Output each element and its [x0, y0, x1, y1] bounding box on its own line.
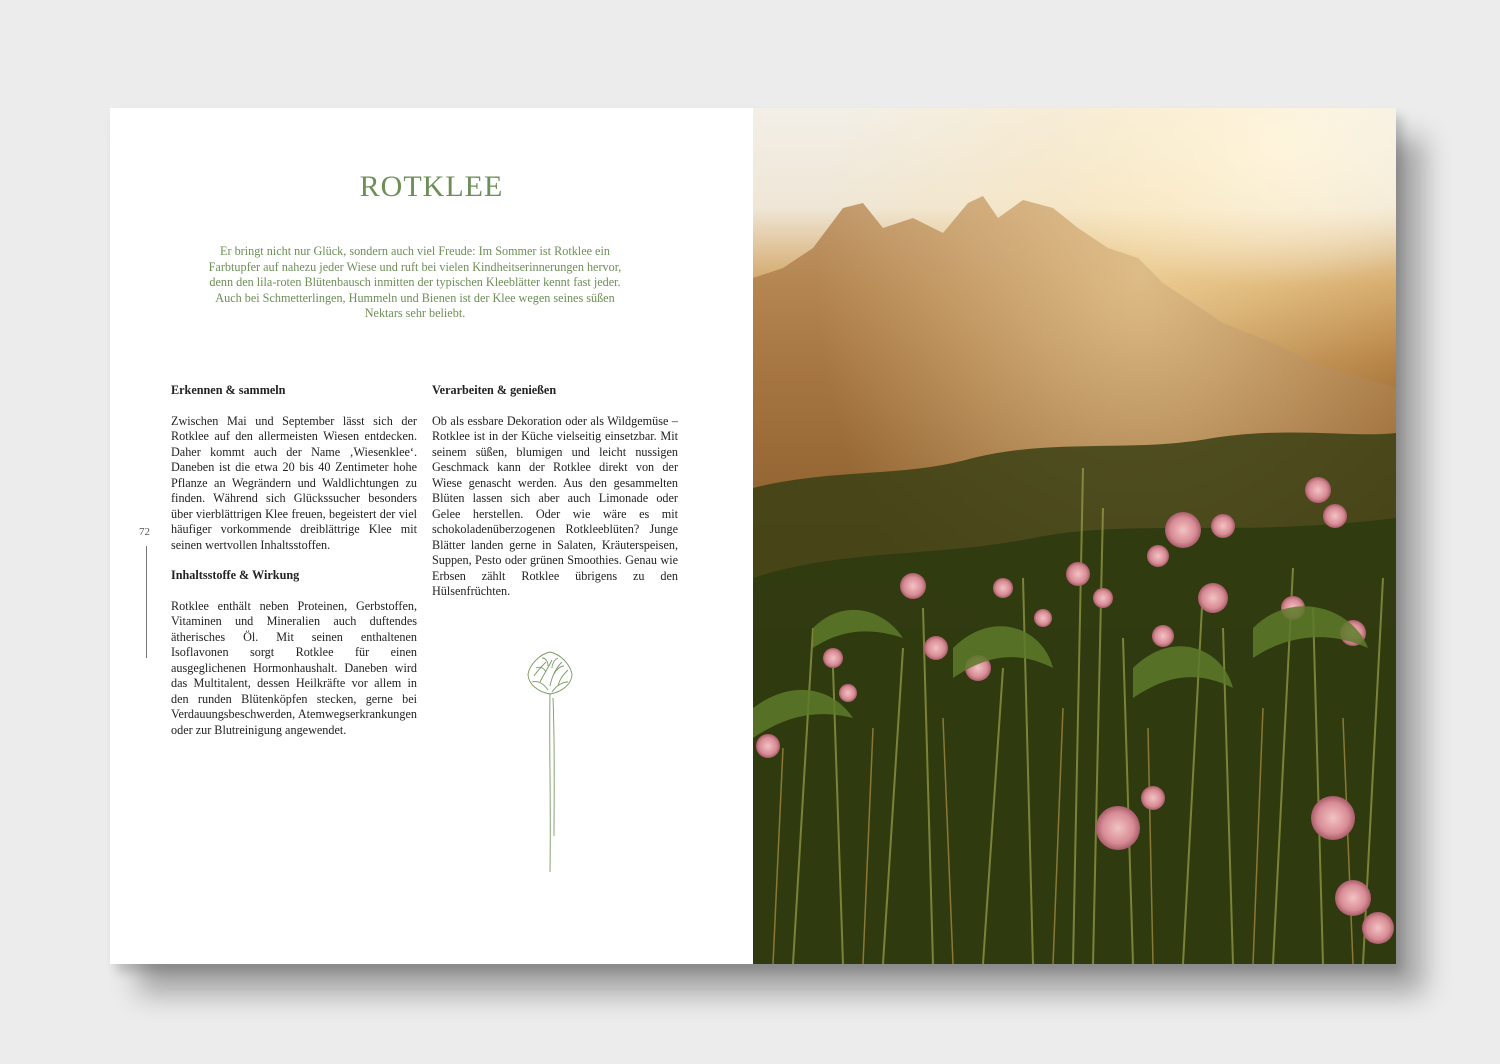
left-text-column	[171, 383, 417, 753]
page-number-rule	[146, 546, 147, 658]
section-heading-recognize: Erkennen & sammeln	[171, 383, 286, 397]
book-spread	[110, 108, 1396, 964]
section-heading-ingredients: Inhaltsstoffe & Wirkung	[171, 568, 300, 582]
right-text-column	[432, 383, 678, 615]
section-text-ingredients: Rotklee enthält neben Proteinen, Gerbstoffen, Vitaminen und Mineralien auch duftendes ätherisches Öl. Mit seinen enthaltenen Isoflavonen sorgt Rotklee für einen ausgeglichenen Hormonhaushalt. Daneben wird das Multitalent, dessen Heilkräfte vor allem in den runden Blütenköpfen stecken, gerne bei Verdauungsbeschwerden, Atemwegserkrankungen oder zur Blutreinigung angewendet.	[171, 598, 417, 737]
clover-illustration-icon	[520, 646, 580, 878]
page-number: 72	[139, 526, 150, 538]
left-page	[110, 108, 753, 964]
page-title: ROTKLEE	[359, 170, 504, 203]
meadow-photo	[753, 108, 1396, 964]
section-heading-process: Verarbeiten & genießen	[432, 383, 557, 397]
section-text-process: Ob als essbare Dekoration oder als Wildgemüse – Rotklee ist in der Küche vielseitig einsetzbar. Mit seinem süßen, blumigen und leicht nussigen Geschmack kann der Rotklee direkt von der Wiese genascht werden. Aus den gesammelten Blüten lassen sich aber auch Limonade oder Gelee herstellen. Oder wie wäre es mit schokoladenüberzogenen Rotkleeblüten? Junge Blätter landen gerne in Salaten, Kräuterspeisen, Suppen, Pesto oder grünen Smoothies. Genau wie Erbsen zählt Rotklee übrigens zu den Hülsenfrüchten.	[432, 413, 678, 598]
intro-paragraph: Er bringt nicht nur Glück, sondern auch viel Freude: Im Sommer ist Rotklee ein Farbtupfer auf nahezu jeder Wiese und ruft bei vielen Kindheitserinnerungen hervor, denn den lila-roten Blütenbausch inmitten der typischen Kleeblätter kennt fast jeder. Auch bei Schmetterlingen, Hummeln und Bienen ist der Klee wegen seines süßen Nektars sehr beliebt.	[208, 244, 622, 320]
photo-page	[753, 108, 1396, 964]
section-text-recognize: Zwischen Mai und September lässt sich der Rotklee auf den allermeisten Wiesen entdecken. Daher kommt auch der Name ‚Wiesenklee‘. Daneben ist die etwa 20 bis 40 Zentimeter hohe Pflanze an Wegrändern und Waldlichtungen zu finden. Während sich Glückssucher besonders über vierblättrigen Klee freuen, begeistert der viel häufiger vorkommende dreiblättrige Klee mit seinen wertvollen Inhaltsstoffen.	[171, 413, 417, 552]
